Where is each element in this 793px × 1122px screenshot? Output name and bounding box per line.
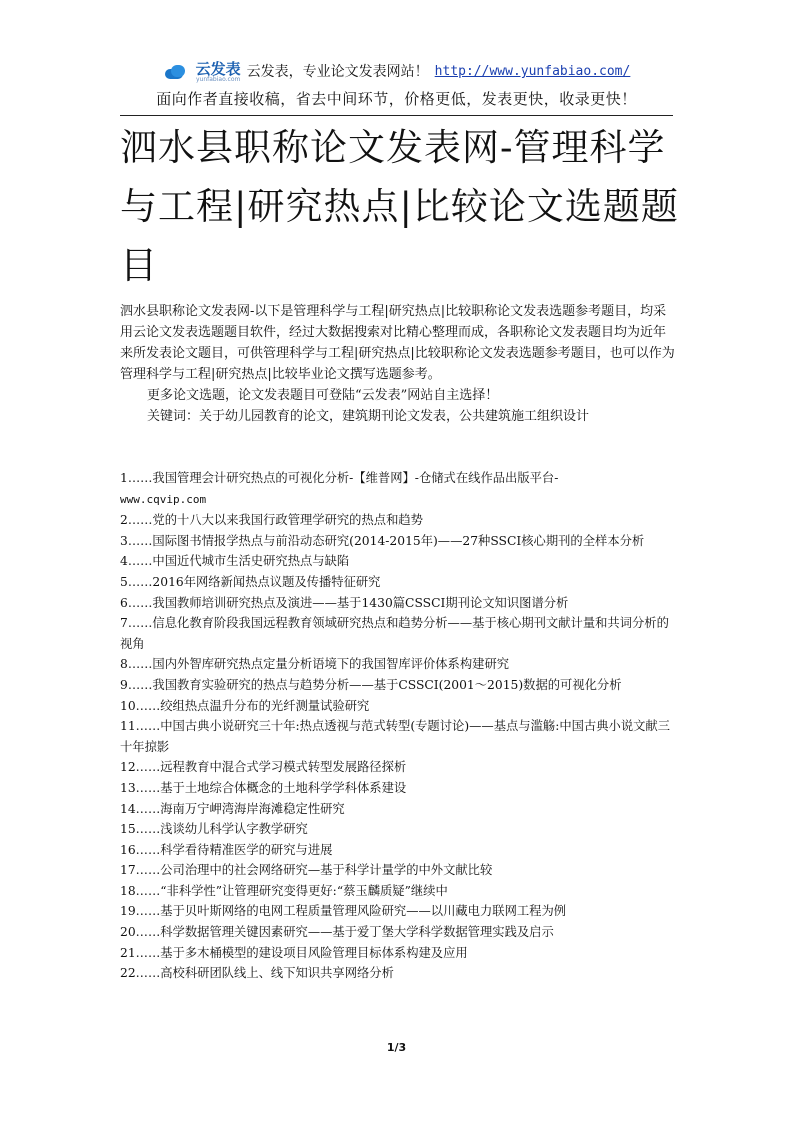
list-item bbox=[120, 531, 675, 552]
list-item-title: 海南万宁岬湾海岸海滩稳定性研究 bbox=[160, 801, 345, 816]
list-item-number: 1…… bbox=[120, 471, 153, 485]
list-item-number: 2…… bbox=[120, 513, 153, 528]
list-item bbox=[120, 572, 675, 593]
list-item bbox=[120, 943, 675, 964]
logo-name: 云发表 bbox=[195, 59, 241, 78]
site-logo[interactable] bbox=[163, 59, 241, 83]
list-item-number: 20…… bbox=[120, 925, 161, 940]
list-item-url: www.cqvip.com bbox=[120, 492, 207, 506]
topic-list bbox=[120, 468, 675, 984]
list-item-number: 4…… bbox=[120, 554, 153, 569]
site-header bbox=[0, 60, 793, 112]
list-item bbox=[120, 551, 675, 572]
list-item-number: 7…… bbox=[120, 616, 153, 631]
list-item-number: 14…… bbox=[120, 801, 161, 816]
site-link[interactable]: http://www.yunfabiao.com/ bbox=[434, 64, 631, 79]
site-slogan: 面向作者直接收稿，省去中间环节，价格更低，发表更快，收录更快！ bbox=[156, 90, 637, 108]
list-item-title: 国际图书情报学热点与前沿动态研究(2014-2015年)——27种SSCI核心期刊的全样本分析 bbox=[152, 533, 645, 548]
list-item bbox=[120, 696, 675, 717]
list-item-title: 国内外智库研究热点定量分析语境下的我国智库评价体系构建研究 bbox=[152, 657, 510, 672]
list-item bbox=[120, 922, 675, 943]
list-item-number: 10…… bbox=[120, 698, 161, 713]
list-item-title: 中国古典小说研究三十年:热点透视与范式转型(专题讨论)——基点与滥觞:中国古典小说文献三十年掠影 bbox=[120, 719, 671, 754]
list-item-number: 3…… bbox=[120, 533, 153, 548]
list-item bbox=[120, 510, 675, 531]
more-topics-note: 更多论文选题，论文发表题目可登陆“云发表”网站自主选择！ bbox=[147, 388, 499, 403]
page-number: 1/3 bbox=[386, 1041, 407, 1054]
list-item-number: 9…… bbox=[120, 677, 153, 692]
list-item-title: 我国管理会计研究热点的可视化分析-【维普网】-仓储式在线作品出版平台- bbox=[152, 471, 559, 485]
list-item bbox=[120, 468, 675, 510]
list-item bbox=[120, 901, 675, 922]
list-item-number: 15…… bbox=[120, 822, 161, 837]
keywords-line: 关键词：关于幼儿园教育的论文，建筑期刊论文发表，公共建筑施工组织设计 bbox=[147, 409, 590, 424]
list-item-title: 基于贝叶斯网络的电网工程质量管理风险研究——以川藏电力联网工程为例 bbox=[160, 904, 567, 919]
list-item-number: 19…… bbox=[120, 904, 161, 919]
list-item-title: 科学数据管理关键因素研究——基于爱丁堡大学科学数据管理实践及启示 bbox=[160, 925, 554, 940]
list-item-title: 高校科研团队线上、线下知识共享网络分析 bbox=[160, 966, 394, 981]
list-item-number: 11…… bbox=[120, 719, 161, 734]
list-item-title: 基于多木桶模型的建设项目风险管理目标体系构建及应用 bbox=[160, 945, 468, 960]
list-item bbox=[120, 716, 675, 757]
list-item-title: 党的十八大以来我国行政管理学研究的热点和趋势 bbox=[152, 513, 423, 528]
list-item-title: 远程教育中混合式学习模式转型发展路径探析 bbox=[160, 760, 407, 775]
list-item bbox=[120, 778, 675, 799]
list-item bbox=[120, 840, 675, 861]
list-item-title: 我国教育实验研究的热点与趋势分析——基于CSSCI(2001～2015)数据的可视化分析 bbox=[152, 677, 622, 692]
header-banner bbox=[0, 60, 793, 84]
list-item-number: 6…… bbox=[120, 595, 153, 610]
list-item bbox=[120, 860, 675, 881]
site-tagline: 云发表，专业论文发表网站！ bbox=[246, 64, 429, 80]
list-item-number: 22…… bbox=[120, 966, 161, 981]
list-item bbox=[120, 654, 675, 675]
list-item-title: 公司治理中的社会网络研究—基于科学计量学的中外文献比较 bbox=[160, 863, 493, 878]
list-item-number: 16…… bbox=[120, 842, 161, 857]
list-item-number: 21…… bbox=[120, 945, 161, 960]
list-item-title: “非科学性”让管理研究变得更好:“蔡玉麟质疑”继续中 bbox=[160, 883, 448, 898]
list-item-title: 基于土地综合体概念的土地科学学科体系建设 bbox=[160, 780, 407, 795]
list-item bbox=[120, 613, 675, 654]
list-item-number: 18…… bbox=[120, 883, 161, 898]
list-item-title: 绞组热点温升分布的光纤测量试验研究 bbox=[160, 698, 370, 713]
list-item bbox=[120, 675, 675, 696]
list-item bbox=[120, 963, 675, 984]
list-item bbox=[120, 799, 675, 820]
list-item-number: 5…… bbox=[120, 574, 153, 589]
list-item-title: 中国近代城市生活史研究热点与缺陷 bbox=[152, 554, 350, 569]
intro-section bbox=[120, 301, 675, 427]
list-item bbox=[120, 881, 675, 902]
list-item-title: 浅谈幼儿科学认字教学研究 bbox=[160, 822, 308, 837]
list-item bbox=[120, 757, 675, 778]
list-item-title: 信息化教育阶段我国远程教育领域研究热点和趋势分析——基于核心期刊文献计量和共词分析的视角 bbox=[120, 616, 669, 651]
page-title: 泗水县职称论文发表网-管理科学与工程|研究热点|比较论文选题题目 bbox=[120, 126, 679, 287]
intro-paragraph: 泗水县职称论文发表网-以下是管理科学与工程|研究热点|比较职称论文发表选题参考题目，均采用云论文发表选题题目软件，经过大数据搜索对比精心整理而成，各职称论文发表题目均为近年来所发表论文题目，可供管理科学与工程|研究热点|比较职称论文发表选题参考题目，也可以作为管理科学与工程|研究热点|比较毕业论文撰写选题参考。 bbox=[120, 304, 675, 382]
list-item-title: 我国教师培训研究热点及演进——基于1430篇CSSCI期刊论文知识图谱分析 bbox=[152, 595, 569, 610]
logo-subtext: yunfabiao.com bbox=[195, 75, 241, 83]
cloud-icon bbox=[163, 63, 193, 81]
header-divider bbox=[120, 115, 673, 116]
list-item-number: 17…… bbox=[120, 863, 161, 878]
list-item-number: 12…… bbox=[120, 760, 161, 775]
list-item bbox=[120, 819, 675, 840]
list-item-number: 13…… bbox=[120, 780, 161, 795]
list-item bbox=[120, 593, 675, 614]
list-item-title: 2016年网络新闻热点议题及传播特征研究 bbox=[152, 574, 381, 589]
list-item-number: 8…… bbox=[120, 657, 153, 672]
list-item-title: 科学看待精准医学的研究与进展 bbox=[160, 842, 333, 857]
